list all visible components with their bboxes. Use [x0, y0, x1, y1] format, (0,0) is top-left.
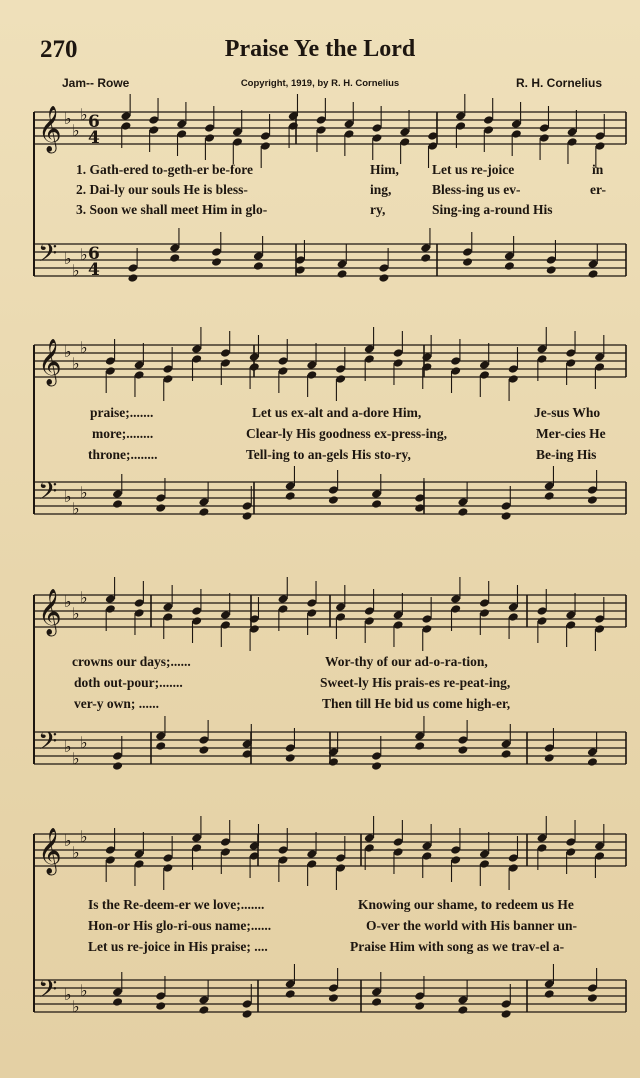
- time-signature-bottom: 4: [88, 128, 100, 148]
- flat-icon: ♭: [72, 354, 80, 373]
- lyric-segment: 2. Dai-ly our souls He is bless-: [76, 182, 248, 197]
- note-head: [414, 1001, 425, 1011]
- note-head: [378, 273, 389, 283]
- verse-2-line-system-1: [0, 182, 640, 200]
- note-head: [211, 257, 222, 267]
- flat-icon: ♭: [64, 592, 72, 611]
- note-head: [462, 257, 473, 267]
- lyric-segment: Sweet-ly His prais-es re-peat-ing,: [320, 675, 511, 690]
- note-head: [420, 253, 431, 263]
- lyricist: Jam-- Rowe: [62, 76, 130, 90]
- note-head: [155, 1001, 166, 1011]
- flat-icon: ♭: [72, 843, 80, 862]
- treble-clef-icon: 𝄞: [38, 589, 62, 635]
- lyric-segment: Hon-or His glo-ri-ous name;......: [88, 918, 272, 933]
- time-signature-top: 6: [88, 244, 100, 264]
- treble-clef-icon: 𝄞: [38, 106, 62, 152]
- treble-clef-icon: 𝄞: [38, 828, 62, 874]
- note-head: [285, 989, 296, 999]
- lyric-segment: in: [592, 162, 604, 177]
- verse-1-line-system-4: [0, 897, 640, 915]
- verse-3-line-system-1: [0, 202, 640, 220]
- lyric-segment: Then till He bid us come high-er,: [322, 696, 511, 711]
- hymn-title: Praise Ye the Lord: [224, 36, 416, 62]
- flat-icon: ♭: [64, 487, 72, 506]
- flat-icon: ♭: [64, 831, 72, 850]
- note-head: [544, 753, 555, 763]
- note-head: [457, 507, 468, 517]
- note-head: [253, 261, 264, 271]
- note-head: [371, 761, 382, 771]
- lyric-segment: Tell-ing to an-gels His sto-ry,: [246, 447, 411, 462]
- verse-3-line-system-3: [0, 696, 640, 714]
- note-head: [414, 741, 425, 751]
- verse-2-line-system-3: [0, 675, 640, 693]
- lyric-segment: crowns our days;......: [72, 654, 191, 669]
- note-head: [546, 265, 557, 275]
- note-head: [544, 491, 555, 501]
- note-head: [457, 1005, 468, 1015]
- note-head: [587, 993, 598, 1003]
- bass-clef-icon: 𝄢: [38, 477, 58, 512]
- note-head: [155, 503, 166, 513]
- note-head: [337, 269, 348, 279]
- lyric-segment: Knowing our shame, to redeem us He: [358, 897, 574, 912]
- flat-icon: ♭: [80, 733, 88, 752]
- lyric-segment: Je-sus Who: [534, 405, 601, 420]
- note-head: [328, 993, 339, 1003]
- verse-3-line-system-2: [0, 447, 640, 465]
- note-head: [285, 753, 296, 763]
- flat-icon: ♭: [64, 342, 72, 361]
- note-head: [285, 491, 296, 501]
- note-head: [198, 1005, 209, 1015]
- note-head: [198, 745, 209, 755]
- lyric-segment: O-ver the world with His banner un-: [366, 918, 578, 933]
- flat-icon: ♭: [80, 588, 88, 607]
- hymn-number: 270: [40, 36, 78, 63]
- flat-icon: ♭: [64, 249, 72, 268]
- verse-2-line-system-4: [0, 918, 640, 936]
- note-head: [198, 507, 209, 517]
- note-head: [169, 253, 180, 263]
- note-head: [544, 989, 555, 999]
- lyric-segment: ing,: [370, 182, 392, 197]
- flat-icon: ♭: [72, 261, 80, 280]
- note-head: [112, 997, 123, 1007]
- note-head: [127, 273, 138, 283]
- note-head: [501, 749, 512, 759]
- lyric-segment: ver-y own; ......: [74, 696, 159, 711]
- lyric-segment: ry,: [370, 202, 386, 217]
- note-head: [328, 495, 339, 505]
- flat-icon: ♭: [80, 338, 88, 357]
- treble-clef-icon: 𝄞: [38, 339, 62, 385]
- flat-icon: ♭: [80, 483, 88, 502]
- lyric-segment: 3. Soon we shall meet Him in glo-: [76, 202, 268, 217]
- lyric-segment: Let us re-joice in His praise; ....: [88, 939, 268, 954]
- note-head: [588, 269, 599, 279]
- flat-icon: ♭: [80, 245, 88, 264]
- lyric-segment: Let us re-joice: [432, 162, 515, 177]
- lyric-segment: Be-ing His: [536, 447, 597, 462]
- note-head: [112, 761, 123, 771]
- lyric-segment: Clear-ly His goodness ex-press-ing,: [246, 426, 447, 441]
- note-head: [112, 499, 123, 509]
- note-head: [587, 757, 598, 767]
- lyric-segment: Mer-cies He: [536, 426, 606, 441]
- flat-icon: ♭: [72, 749, 80, 768]
- copyright-notice: Copyright, 1919, by R. H. Cornelius: [240, 78, 400, 89]
- flat-icon: ♭: [72, 604, 80, 623]
- flat-icon: ♭: [72, 121, 80, 140]
- bass-clef-icon: 𝄢: [38, 975, 58, 1010]
- bass-clef-icon: 𝄢: [38, 239, 58, 274]
- note-head: [501, 511, 512, 521]
- lyric-segment: Him,: [370, 162, 399, 177]
- note-head: [504, 261, 515, 271]
- lyric-segment: er-: [590, 182, 606, 197]
- note-head: [155, 741, 166, 751]
- note-head: [371, 499, 382, 509]
- verse-1-line-system-2: [0, 405, 640, 423]
- flat-icon: ♭: [64, 737, 72, 756]
- lyric-segment: Is the Re-deem-er we love;.......: [88, 897, 265, 912]
- lyric-segment: throne;........: [88, 447, 158, 462]
- flat-icon: ♭: [80, 105, 88, 124]
- flat-icon: ♭: [64, 985, 72, 1004]
- verse-1-line-system-1: [0, 162, 640, 180]
- note-head: [587, 495, 598, 505]
- time-signature-top: 6: [88, 112, 100, 132]
- bass-clef-icon: 𝄢: [38, 727, 58, 762]
- lyric-segment: praise;.......: [90, 405, 154, 420]
- flat-icon: ♭: [72, 997, 80, 1016]
- verse-2-line-system-2: [0, 426, 640, 444]
- lyric-segment: Bless-ing us ev-: [432, 182, 521, 197]
- composer: R. H. Cornelius: [515, 76, 602, 90]
- note-head: [242, 1009, 253, 1019]
- lyric-segment: Sing-ing a-round His: [432, 202, 553, 217]
- flat-icon: ♭: [80, 981, 88, 1000]
- verse-3-line-system-4: [0, 939, 640, 957]
- flat-icon: ♭: [80, 827, 88, 846]
- note-head: [242, 511, 253, 521]
- lyric-segment: Wor-thy of our ad-o-ra-tion,: [325, 654, 488, 669]
- note-head: [371, 997, 382, 1007]
- lyric-segment: doth out-pour;.......: [74, 675, 183, 690]
- verse-1-line-system-3: [0, 654, 640, 672]
- note-head: [501, 1009, 512, 1019]
- flat-icon: ♭: [72, 499, 80, 518]
- flat-icon: ♭: [64, 109, 72, 128]
- lyric-segment: Praise Him with song as we trav-el a-: [350, 939, 565, 954]
- lyric-segment: Let us ex-alt and a-dore Him,: [252, 405, 422, 420]
- lyric-segment: more;........: [92, 426, 154, 441]
- note-head: [457, 745, 468, 755]
- lyric-segment: 1. Gath-ered to-geth-er be-fore: [76, 162, 253, 177]
- time-signature-bottom: 4: [88, 260, 100, 280]
